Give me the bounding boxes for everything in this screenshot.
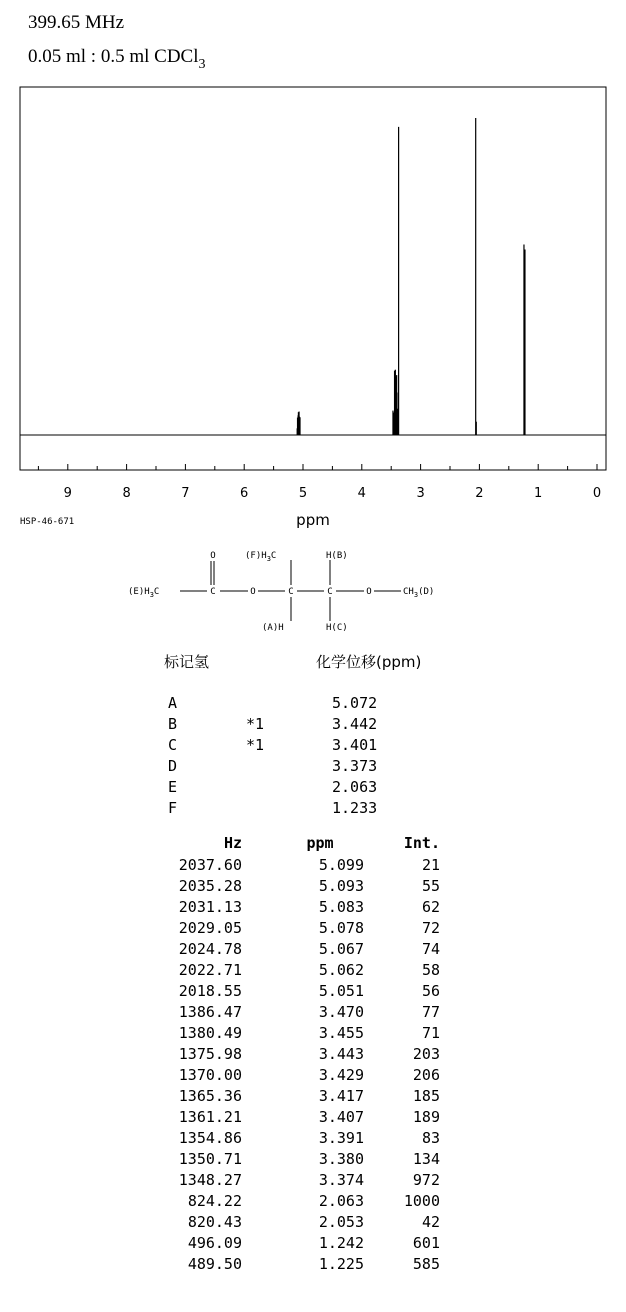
peak-hz: 2018.55 <box>178 981 242 1000</box>
peak-ppm: 5.078 <box>318 918 364 937</box>
peak-hz: 824.22 <box>187 1191 242 1210</box>
molecule-structure <box>0 545 626 645</box>
assignment-shift: 2.063 <box>332 777 378 796</box>
atom-o2: O <box>366 587 372 597</box>
peak-int: 185 <box>412 1086 440 1105</box>
peak-table-body <box>160 854 452 1274</box>
assignment-row <box>168 797 402 818</box>
peak-hz: 1380.49 <box>178 1023 242 1042</box>
peak-row <box>160 938 452 959</box>
peak-hz: 489.50 <box>187 1254 242 1273</box>
peak-int: 585 <box>412 1254 440 1273</box>
peak-hz: 2022.71 <box>178 960 242 979</box>
peak-int: 55 <box>421 876 440 895</box>
peak-row <box>160 1064 452 1085</box>
assignment-label: C <box>168 735 178 754</box>
peak-ppm: 3.374 <box>318 1170 364 1189</box>
peak-row <box>160 1085 452 1106</box>
assignment-note: *1 <box>246 735 265 754</box>
peak-hz: 2035.28 <box>178 876 242 895</box>
assignment-row <box>168 755 402 776</box>
peak-row <box>160 1169 452 1190</box>
peak-int: 72 <box>421 918 440 937</box>
assignment-shift: 3.442 <box>332 714 378 733</box>
peak-table-header <box>160 832 452 854</box>
peak-row <box>160 980 452 1001</box>
assignment-table-body <box>168 692 402 818</box>
peak-hz: 1350.71 <box>178 1149 242 1168</box>
peak-hz: 1361.21 <box>178 1107 242 1126</box>
peak-int: 972 <box>412 1170 440 1189</box>
x-tick-label: 7 <box>181 486 190 501</box>
assignment-shift: 3.373 <box>332 756 378 775</box>
group-d-ch: CH <box>403 587 414 597</box>
x-tick-label: 4 <box>357 486 366 501</box>
peak-row <box>160 1211 452 1232</box>
peak-hz: 1354.86 <box>178 1128 242 1147</box>
peak-ppm: 5.099 <box>318 855 364 874</box>
peak-int: 56 <box>421 981 440 1000</box>
peak-hz: 2031.13 <box>178 897 242 916</box>
assignment-note <box>246 692 332 713</box>
x-tick-label: 2 <box>475 486 484 501</box>
group-f-label: (F)H <box>245 551 267 561</box>
group-d <box>403 587 434 599</box>
atom-h-b: H(B) <box>326 551 348 561</box>
assignment-note <box>246 797 332 818</box>
peak-header-hz: Hz <box>223 834 242 852</box>
assignment-row <box>168 734 402 755</box>
peak-int: 203 <box>412 1044 440 1063</box>
peak-row <box>160 1106 452 1127</box>
peak-int: 189 <box>412 1107 440 1126</box>
peak-int: 58 <box>421 960 440 979</box>
peak-row <box>160 875 452 896</box>
peak-ppm: 2.063 <box>318 1191 364 1210</box>
peak-ppm: 5.051 <box>318 981 364 1000</box>
peak-hz: 496.09 <box>187 1233 242 1252</box>
group-e <box>128 587 159 599</box>
assignment-shift: 5.072 <box>332 693 378 712</box>
peak-ppm: 5.062 <box>318 960 364 979</box>
group-d-label: (D) <box>418 587 435 597</box>
assignment-label: D <box>168 756 178 775</box>
peak-ppm: 3.455 <box>318 1023 364 1042</box>
peak-hz: 1365.36 <box>178 1086 242 1105</box>
spectrometer-frequency: 399.65 MHz <box>28 12 125 33</box>
group-e-sub: 3 <box>149 591 154 599</box>
peak-header-ppm: ppm <box>306 834 334 852</box>
peak-ppm: 1.225 <box>318 1254 364 1273</box>
peak-int: 601 <box>412 1233 440 1252</box>
plot-frame <box>20 87 606 470</box>
assignment-row <box>168 776 402 797</box>
peak-int: 134 <box>412 1149 440 1168</box>
peak-ppm: 5.093 <box>318 876 364 895</box>
assignment-shift: 1.233 <box>332 798 378 817</box>
peak-ppm: 2.053 <box>318 1212 364 1231</box>
x-tick-label: 8 <box>122 486 131 501</box>
peak-row <box>160 1253 452 1274</box>
solvent-info <box>28 46 206 73</box>
assignment-label: F <box>168 798 178 817</box>
assignment-label: A <box>168 693 178 712</box>
nmr-spectrum-chart <box>0 80 626 540</box>
x-tick-label: 3 <box>416 486 425 501</box>
assignment-row <box>168 713 402 734</box>
peak-row <box>160 1148 452 1169</box>
peak-int: 62 <box>421 897 440 916</box>
peak-ppm: 3.407 <box>318 1107 364 1126</box>
group-f-sub: 3 <box>266 555 271 563</box>
assignment-note <box>246 776 332 797</box>
group-e-c: C <box>153 587 160 597</box>
peak-row <box>160 917 452 938</box>
peak-int: 71 <box>421 1023 440 1042</box>
peak-hz: 2037.60 <box>178 855 242 874</box>
peak-int: 74 <box>421 939 440 958</box>
group-f-c: C <box>270 551 277 561</box>
peak-row <box>160 896 452 917</box>
assignment-row <box>168 692 402 713</box>
peak-ppm: 3.429 <box>318 1065 364 1084</box>
group-e-label: (E)H <box>128 587 150 597</box>
assignment-note <box>246 755 332 776</box>
x-tick-label: 6 <box>240 486 249 501</box>
peak-ppm: 5.067 <box>318 939 364 958</box>
peak-int: 42 <box>421 1212 440 1231</box>
x-tick-label: 9 <box>63 486 72 501</box>
peak-hz: 2024.78 <box>178 939 242 958</box>
peak-ppm: 3.417 <box>318 1086 364 1105</box>
peak-ppm: 1.242 <box>318 1233 364 1252</box>
assignment-label: B <box>168 714 178 733</box>
assignment-header-label: 标记氢 <box>164 653 210 671</box>
peak-hz: 1386.47 <box>178 1002 242 1021</box>
assignment-label: E <box>168 777 178 796</box>
peak-hz: 820.43 <box>187 1212 242 1231</box>
peak-int: 206 <box>412 1065 440 1084</box>
peak-group <box>297 118 525 435</box>
peak-row <box>160 1127 452 1148</box>
atom-c1: C <box>210 587 216 597</box>
atom-c2: C <box>288 587 294 597</box>
peak-int: 77 <box>421 1002 440 1021</box>
peak-row <box>160 854 452 875</box>
atom-o-top: O <box>210 551 216 561</box>
peak-ppm: 3.391 <box>318 1128 364 1147</box>
assignment-shift: 3.401 <box>332 735 378 754</box>
atom-c3: C <box>327 587 333 597</box>
group-f <box>245 551 276 563</box>
peak-row <box>160 1043 452 1064</box>
peak-ppm: 3.443 <box>318 1044 364 1063</box>
peak-row <box>160 959 452 980</box>
x-tick-label: 1 <box>534 486 543 501</box>
peak-int: 1000 <box>403 1191 440 1210</box>
x-tick-label: 0 <box>592 486 602 501</box>
peak-row <box>160 1232 452 1253</box>
peak-hz: 1348.27 <box>178 1170 242 1189</box>
atom-o1: O <box>250 587 256 597</box>
peak-row <box>160 1001 452 1022</box>
spectrum-code: HSP-46-671 <box>20 517 75 527</box>
assignment-header-shift: 化学位移(ppm) <box>316 653 422 671</box>
group-d-sub: 3 <box>413 591 419 599</box>
x-axis-title: ppm <box>296 511 330 529</box>
atom-h-a: (A)H <box>262 623 284 633</box>
peak-hz: 1370.00 <box>178 1065 242 1084</box>
peak-ppm: 3.380 <box>318 1149 364 1168</box>
x-tick-label: 5 <box>298 486 308 501</box>
solvent-subscript: 3 <box>198 57 206 72</box>
peak-int: 21 <box>421 855 440 874</box>
peak-row <box>160 1190 452 1211</box>
peak-int: 83 <box>421 1128 440 1147</box>
solvent-text: 0.05 ml : 0.5 ml CDCl <box>28 46 199 67</box>
peak-row <box>160 1022 452 1043</box>
peak-hz: 2029.05 <box>178 918 242 937</box>
peak-header-int: Int. <box>403 834 440 852</box>
peak-ppm: 3.470 <box>318 1002 364 1021</box>
peak-table <box>160 832 452 1274</box>
peak-hz: 1375.98 <box>178 1044 242 1063</box>
peak-ppm: 5.083 <box>318 897 364 916</box>
assignment-note: *1 <box>246 714 265 733</box>
atom-h-c: H(C) <box>326 623 348 633</box>
assignment-table <box>168 692 402 818</box>
